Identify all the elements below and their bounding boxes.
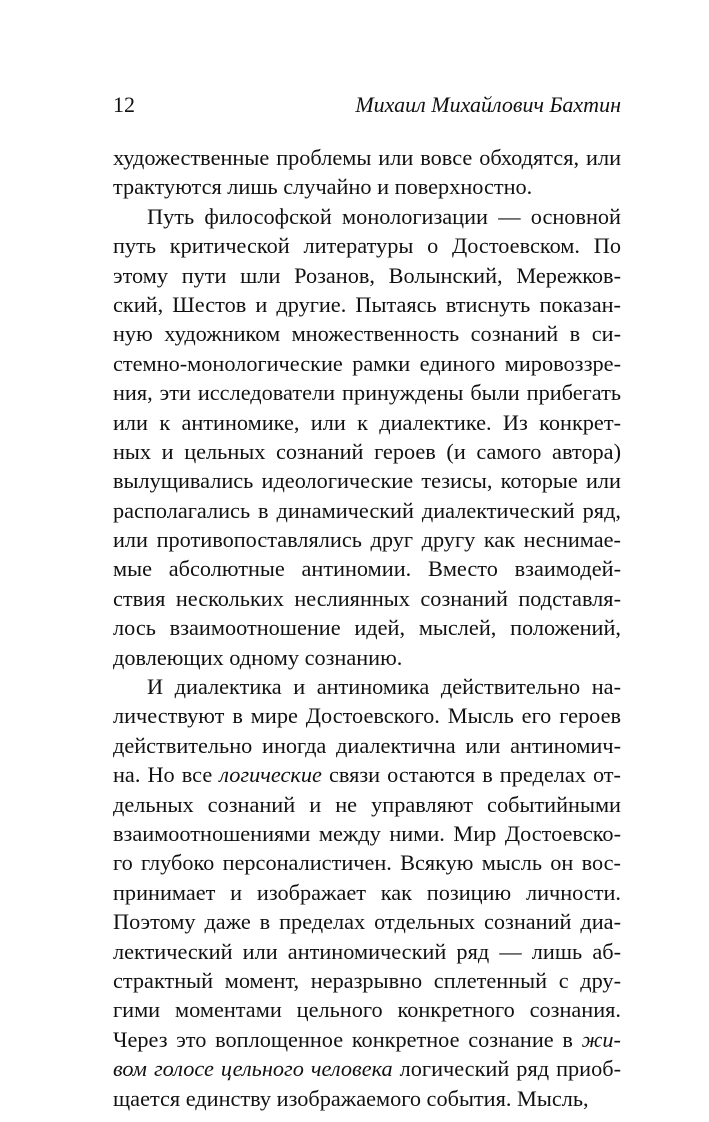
text-line — [113, 731, 621, 760]
text-segment: личествуют в мире Достоевского. Мысль его героев — [113, 703, 621, 729]
page-number: 12 — [113, 92, 135, 117]
text-segment: ский, Шестов и другие. Пытаясь втиснуть показан- — [113, 291, 621, 317]
text-line — [113, 319, 621, 348]
text-line — [113, 525, 621, 554]
text-line — [113, 437, 621, 466]
text-line — [113, 878, 621, 907]
text-line — [113, 290, 621, 319]
text-segment: ствия нескольких неслиянных сознаний подставля- — [113, 585, 621, 611]
text-line — [113, 496, 621, 525]
text-segment: связи остаются в пределах от- — [321, 762, 621, 788]
text-line — [113, 966, 621, 995]
text-segment: лось взаимоотношение идей, мыслей, положений, — [113, 615, 621, 641]
text-segment: мые абсолютные антиномии. Вместо взаимодей- — [113, 556, 621, 582]
running-title: Михаил Михайлович Бахтин — [355, 92, 621, 117]
text-line — [113, 672, 621, 701]
text-segment: И диалектика и антиномика действительно на- — [147, 674, 621, 700]
text-segment: гими моментами цельного конкретного сознания. — [113, 997, 621, 1023]
running-header — [113, 92, 621, 122]
text-segment: ную художником множественность сознаний в си- — [113, 321, 621, 347]
italic-emphasis: жи- — [581, 1026, 621, 1052]
text-segment: довлеющих одному сознанию. — [113, 644, 403, 670]
text-line — [113, 1025, 621, 1054]
text-segment: ния, эти исследователи принуждены были прибегать — [113, 380, 621, 406]
text-segment: путь критической литературы о Достоевском. По — [113, 233, 621, 259]
text-line — [113, 790, 621, 819]
text-segment: ных и цельных сознаний героев (и самого автора) — [113, 438, 621, 464]
text-segment: го глубоко персоналистичен. Всякую мысль он вос- — [113, 850, 621, 876]
text-segment: располагались в динамический диалектический ряд, — [113, 497, 621, 523]
text-segment: на. Но все — [113, 762, 220, 788]
text-line — [113, 848, 621, 877]
text-segment: действительно иногда диалектична или антиномич- — [113, 732, 621, 758]
text-segment: художественные проблемы или вовсе обходятся, или — [113, 145, 621, 170]
text-line — [113, 1054, 621, 1083]
paragraph — [113, 143, 621, 202]
text-segment: взаимоотношениями между ними. Мир Достоевско- — [113, 820, 621, 846]
text-segment: этому пути шли Розанов, Волынский, Мережков- — [113, 262, 621, 288]
text-line — [113, 172, 621, 201]
text-line — [113, 202, 621, 231]
text-segment: дельных сознаний и не управляют событийными — [113, 791, 621, 817]
text-segment: Через это воплощенное конкретное сознание в — [113, 1026, 582, 1052]
text-segment: логический ряд приоб- — [392, 1056, 621, 1082]
italic-emphasis: логические — [219, 762, 322, 788]
text-line — [113, 613, 621, 642]
text-line — [113, 378, 621, 407]
text-line — [113, 995, 621, 1024]
text-line — [113, 261, 621, 290]
italic-emphasis: вом голосе цельного человека — [113, 1056, 393, 1082]
text-segment: или к антиномике, или к диалектике. Из конкрет- — [113, 409, 621, 435]
text-line — [113, 760, 621, 789]
text-line — [113, 349, 621, 378]
text-segment: щается единству изображаемого события. Мысль, — [113, 1085, 589, 1111]
text-segment: страктный момент, неразрывно сплетенный с дру- — [113, 967, 621, 993]
text-segment: стемно-монологические рамки единого мировоззре- — [113, 350, 621, 376]
text-line — [113, 937, 621, 966]
text-segment: принимает и изображает как позицию личности. — [113, 879, 621, 905]
text-segment: трактуются лишь случайно и поверхностно. — [113, 174, 533, 200]
paragraph — [113, 672, 621, 1113]
text-line — [113, 554, 621, 583]
text-line — [113, 701, 621, 730]
text-segment: или противопоставлялись друг другу как неснимае- — [113, 527, 621, 553]
text-line — [113, 231, 621, 260]
text-line — [113, 643, 621, 672]
text-line — [113, 907, 621, 936]
text-line — [113, 1084, 621, 1113]
text-line — [113, 408, 621, 437]
text-segment: лектический или антиномический ряд — лишь аб- — [113, 938, 621, 964]
text-line — [113, 584, 621, 613]
text-line — [113, 143, 621, 172]
text-body — [113, 143, 621, 1113]
text-segment: Поэтому даже в пределах отдельных сознаний диа- — [113, 909, 621, 935]
paragraph — [113, 202, 621, 672]
text-segment: вылущивались идеологические тезисы, которые или — [113, 468, 621, 494]
text-line — [113, 466, 621, 495]
text-segment: Путь философской монологизации — основной — [147, 203, 621, 229]
text-line — [113, 819, 621, 848]
